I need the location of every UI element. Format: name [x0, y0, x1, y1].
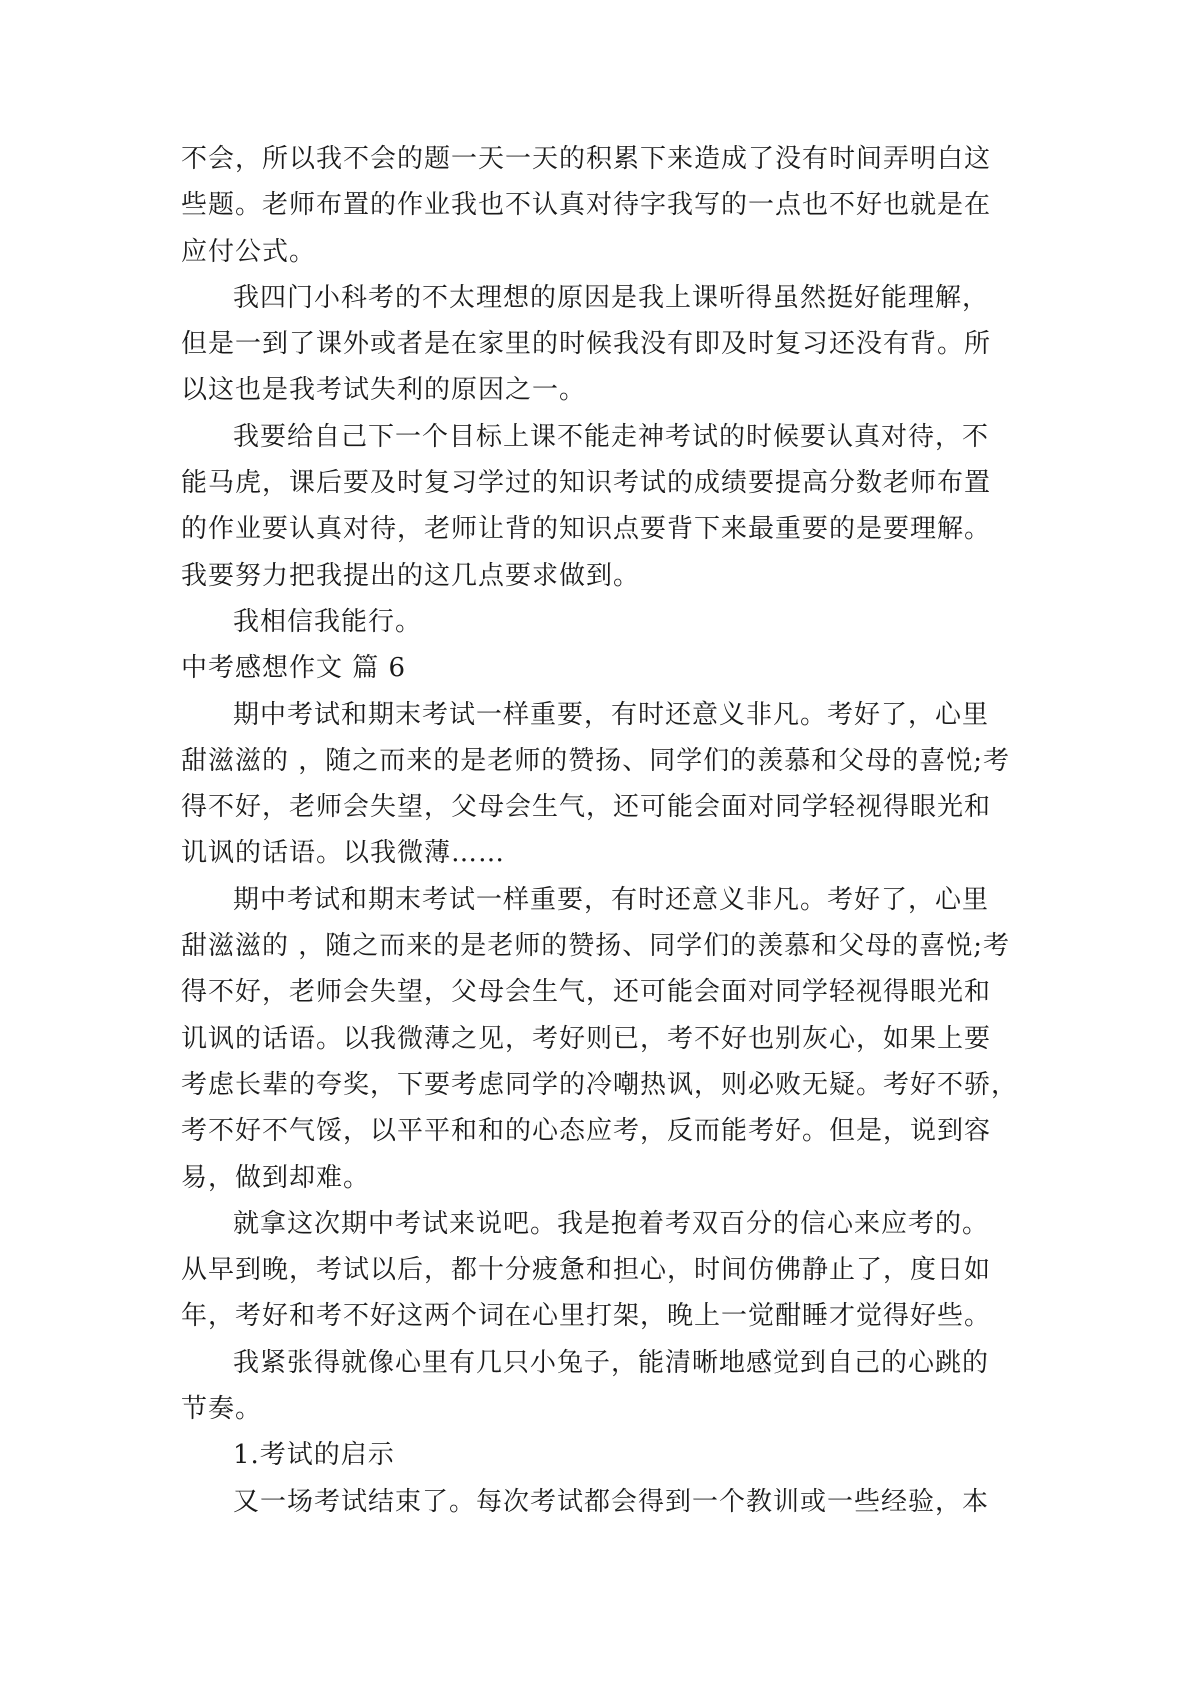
paragraph [181, 414, 1017, 599]
text-line: 但是一到了课外或者是在家里的时候我没有即及时复习还没有背。所 [181, 329, 992, 360]
text-line: 得不好，老师会失望，父母会生气，还可能会面对同学轻视得眼光和 [181, 977, 992, 1008]
text-line: 考虑长辈的夸奖，下要考虑同学的冷嘲热讽，则必败无疑。考好不骄， [181, 1069, 1019, 1100]
text-line: 易，做到却难。 [181, 1162, 371, 1193]
paragraph [181, 275, 1017, 414]
text-line: 能马虎，课后要及时复习学过的知识考试的成绩要提高分数老师布置 [181, 468, 992, 499]
text-line: 以这也是我考试失利的原因之一。 [181, 375, 587, 406]
text-line: 讥讽的话语。以我微薄之见，考好则已，考不好也别灰心，如果上要 [181, 1023, 992, 1054]
text-line: 就拿这次期中考试来说吧。我是抱着考双百分的信心来应考的。 [233, 1208, 990, 1239]
text-line: 中考感想作文 篇 6 [181, 653, 407, 684]
paragraph [181, 1201, 1017, 1340]
text-line: 期中考试和期末考试一样重要，有时还意义非凡。考好了，心里 [233, 884, 990, 915]
paragraph [181, 1432, 1017, 1478]
text-line: 我相信我能行。 [233, 606, 423, 637]
paragraph [181, 1340, 1017, 1433]
text-line: 我四门小科考的不太理想的原因是我上课听得虽然挺好能理解， [233, 282, 990, 313]
text-line: 的作业要认真对待，老师让背的知识点要背下来最重要的是要理解。 [181, 514, 992, 545]
paragraph [181, 136, 1017, 275]
text-line: 考不好不气馁，以平平和和的心态应考，反而能考好。但是，说到容 [181, 1116, 992, 1147]
text-line: 年，考好和考不好这两个词在心里打架，晚上一觉酣睡才觉得好些。 [181, 1301, 992, 1332]
text-line: 不会，所以我不会的题一天一天的积累下来造成了没有时间弄明白这 [181, 144, 992, 174]
paragraph [181, 1479, 1017, 1525]
section-heading [181, 645, 1017, 691]
text-line: 讥讽的话语。以我微薄…… [181, 838, 506, 869]
text-line: 得不好，老师会失望，父母会生气，还可能会面对同学轻视得眼光和 [181, 792, 992, 823]
text-line: 节奏。 [181, 1394, 263, 1425]
text-line: 甜滋滋的 ，随之而来的是老师的赞扬、同学们的羡慕和父母的喜悦;考 [181, 931, 1011, 962]
document-page [181, 136, 1017, 1525]
text-line: 又一场考试结束了。每次考试都会得到一个教训或一些经验，本 [233, 1486, 990, 1517]
text-line: 我要努力把我提出的这几点要求做到。 [181, 560, 641, 591]
text-line: 些题。老师布置的作业我也不认真对待字我写的一点也不好也就是在 [181, 190, 992, 221]
paragraph [181, 599, 1017, 645]
text-line: 我紧张得就像心里有几只小兔子，能清晰地感觉到自己的心跳的 [233, 1347, 990, 1378]
text-line: 1.考试的启示 [233, 1440, 395, 1471]
text-line: 甜滋滋的 ，随之而来的是老师的赞扬、同学们的羡慕和父母的喜悦;考 [181, 745, 1011, 776]
text-line: 期中考试和期末考试一样重要，有时还意义非凡。考好了，心里 [233, 699, 990, 730]
text-line: 我要给自己下一个目标上课不能走神考试的时候要认真对待，不 [233, 421, 990, 452]
paragraph [181, 692, 1017, 877]
text-line: 从早到晚，考试以后，都十分疲惫和担心，时间仿佛静止了，度日如 [181, 1255, 992, 1286]
text-line: 应付公式。 [181, 236, 317, 267]
paragraph [181, 877, 1017, 1201]
